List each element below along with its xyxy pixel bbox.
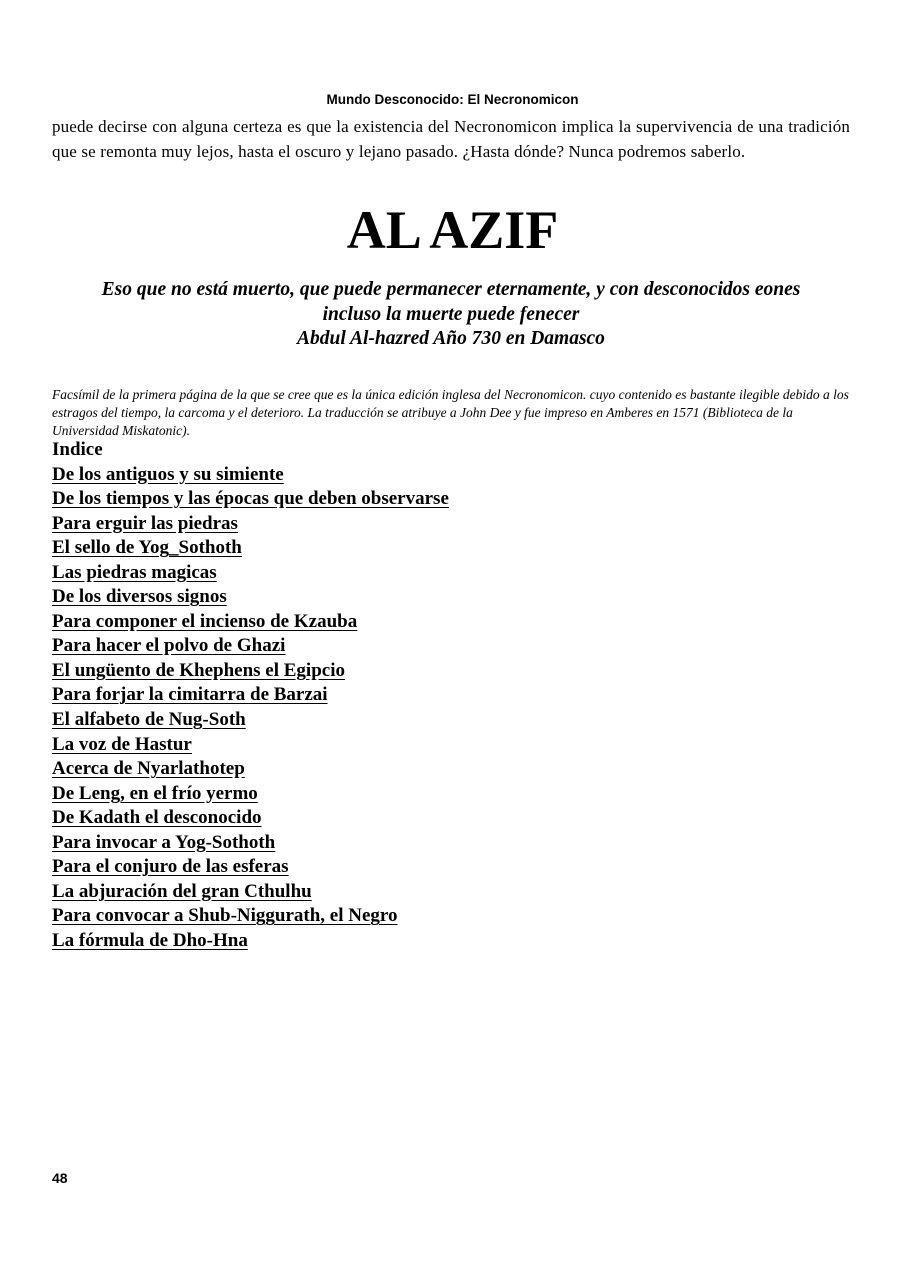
index-link[interactable]: El ungüento de Khephens el Egipcio <box>52 659 345 681</box>
index-link[interactable]: De los antiguos y su simiente <box>52 463 284 485</box>
index-item <box>52 536 850 561</box>
epigraph-line-1: Eso que no está muerto, que puede permanecer eternamente, y con desconocidos eones <box>101 279 801 300</box>
index-item <box>52 634 850 659</box>
index-link[interactable]: Para erguir las piedras <box>52 512 238 534</box>
index-item <box>52 561 850 586</box>
index-item <box>52 782 850 807</box>
index-link[interactable]: Para hacer el polvo de Ghazi <box>52 635 286 657</box>
index-item <box>52 806 850 831</box>
epigraph-line-2: incluso la muerte puede fenecer <box>322 303 580 325</box>
index-item <box>52 463 850 488</box>
intro-paragraph: puede decirse con alguna certeza es que la existencia del Necronomicon implica la supervivencia de una tradición que se remonta muy lejos, hasta el oscuro y lejano pasado. ¿Hasta dónde? Nunca podremos saberlo. <box>52 117 850 161</box>
index-item <box>52 831 850 856</box>
index-link[interactable]: La abjuración del gran Cthulhu <box>52 880 312 902</box>
index-link[interactable]: Para componer el incienso de Kzauba <box>52 610 358 632</box>
index-link[interactable]: Para forjar la cimitarra de Barzai <box>52 684 328 706</box>
index-link[interactable]: De los tiempos y las épocas que deben observarse <box>52 488 449 510</box>
running-head: Mundo Desconocido: El Necronomicon <box>326 92 579 107</box>
index-link[interactable]: De Kadath el desconocido <box>52 807 262 829</box>
index-heading: Indice <box>52 439 103 460</box>
index-item <box>52 880 850 905</box>
index-list <box>52 463 850 954</box>
index-item <box>52 512 850 537</box>
index-link[interactable]: De los diversos signos <box>52 586 227 608</box>
index-link[interactable]: La fórmula de Dho-Hna <box>52 929 248 951</box>
index-link[interactable]: Para el conjuro de las esferas <box>52 856 289 878</box>
index-item <box>52 708 850 733</box>
index-link[interactable]: Las piedras magicas <box>52 561 217 583</box>
index-item <box>52 487 850 512</box>
index-item <box>52 585 850 610</box>
index-item <box>52 757 850 782</box>
index-item <box>52 855 850 880</box>
page-title: AL AZIF <box>346 200 559 260</box>
index-link[interactable]: Para convocar a Shub-Niggurath, el Negro <box>52 905 398 927</box>
index-link[interactable]: De Leng, en el frío yermo <box>52 782 258 804</box>
facsimile-caption: Facsímil de la primera página de la que se cree que es la única edición inglesa del Necronomicon. cuyo contenido es bastante ilegible debido a los estragos del tiempo, la carcoma y el deterioro. La traducción se atribuye a John Dee y fue impreso en Amberes en 1571 (Biblioteca de la Universidad Miskatonic). <box>52 387 849 438</box>
index-link[interactable]: El sello de Yog_Sothoth <box>52 537 242 559</box>
table-of-contents <box>52 438 850 953</box>
index-item <box>52 904 850 929</box>
index-link[interactable]: El alfabeto de Nug-Soth <box>52 709 246 731</box>
index-item <box>52 733 850 758</box>
index-item <box>52 610 850 635</box>
index-item <box>52 659 850 684</box>
index-link[interactable]: Acerca de Nyarlathotep <box>52 758 245 780</box>
index-link[interactable]: La voz de Hastur <box>52 733 192 755</box>
epigraph <box>52 278 850 352</box>
epigraph-attribution: Abdul Al-hazred Año 730 en Damasco <box>297 328 605 349</box>
page-number: 48 <box>52 1170 68 1186</box>
index-item <box>52 683 850 708</box>
index-item <box>52 929 850 954</box>
index-link[interactable]: Para invocar a Yog-Sothoth <box>52 831 276 853</box>
